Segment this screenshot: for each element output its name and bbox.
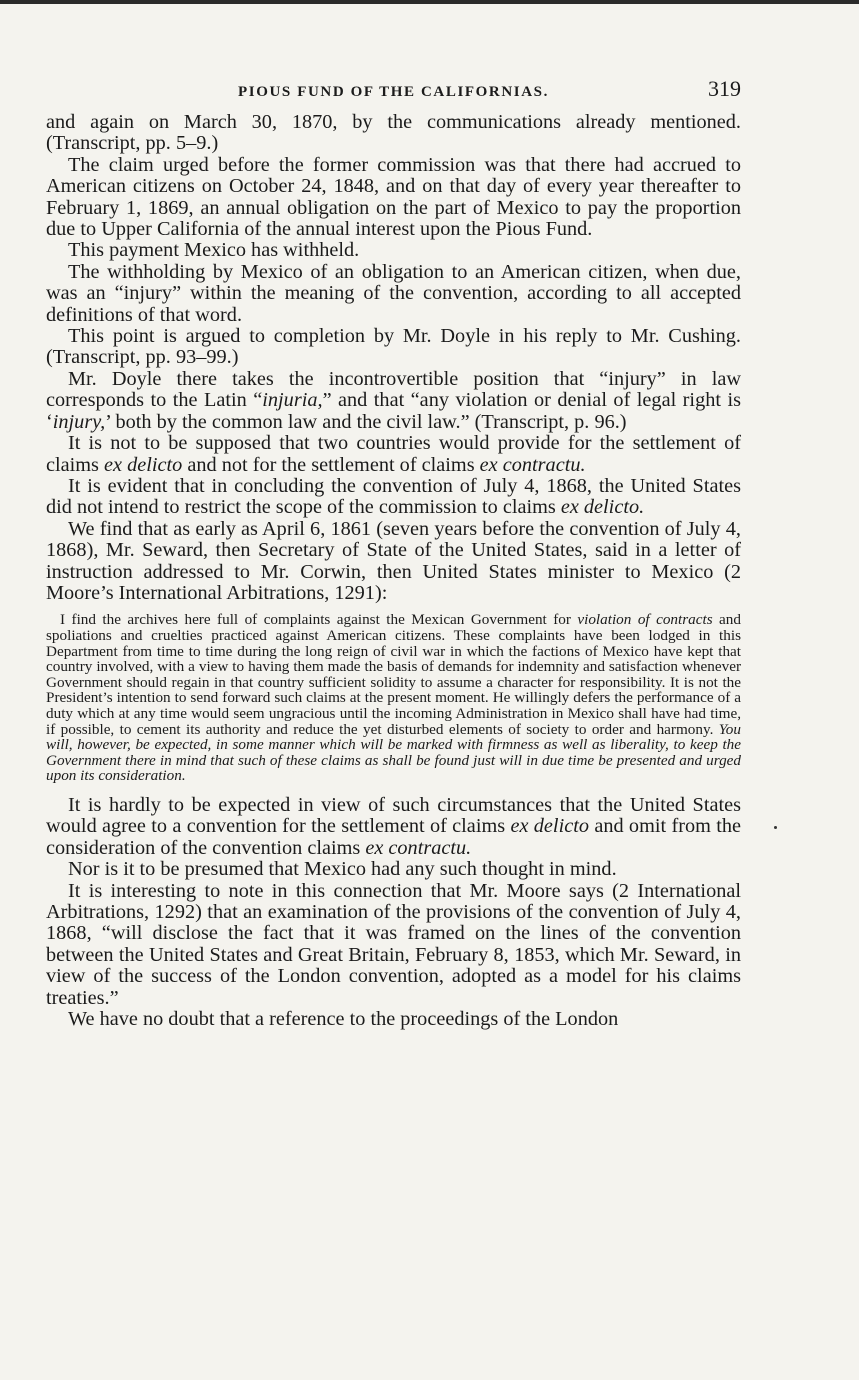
paragraph-claim-urged: The claim urged before the former commission was that there had accrued to American citizens on October 24, 1848, and on that day of every year thereafter to February 1, 1869, an annual obligation on the part of Mexico to pay the proportion due to Upper California of the annual interest upon the Pious Fund. [46, 153, 741, 241]
italic-term: ex delicto [510, 815, 589, 838]
quote-paragraph [46, 612, 741, 784]
text-run: It is not to be supposed that two countries would provide for the settlement of claims [46, 432, 741, 476]
italic-passage: You will, however, be expected, in some manner which will be marked with firmness as well as liberality, to keep the Government there in mind that such of these claims as shall be found just will in due time be presented and urged upon its consideration. [46, 720, 741, 785]
italic-term: injuria, [262, 389, 323, 412]
paragraph-injuria [46, 369, 741, 433]
italic-term: violation of contracts [577, 611, 713, 629]
text-run: I find the archives here full of complaints against the Mexican Government for [60, 611, 578, 629]
paragraph-evident [46, 476, 741, 519]
paragraph-payment-withheld: This payment Mexico has withheld. [68, 239, 360, 262]
page-number: 319 [708, 76, 741, 101]
book-page [46, 72, 741, 1030]
paragraph-withholding-injury: The withholding by Mexico of an obligation to an American citizen, when due, was an “injury” within the meaning of the convention, according to all accepted definitions of that word. [46, 260, 741, 326]
text-run: ” and that “any violation or denial of legal right is ‘ [46, 389, 741, 433]
paragraph-seward-letter: We find that as early as April 6, 1861 (seven years before the convention of July 4, 1868), Mr. Seward, then Secretary of State of the United States, said in a letter of instruction addressed to Mr. Corwin, then United States minister to Mexico (2 Moore’s International Arbitrations, 1291): [46, 517, 741, 604]
italic-term: ex contractu. [479, 453, 586, 476]
block-quote [46, 612, 741, 784]
text-run: It is hardly to be expected in view of such circumstances that the United States would agree to a convention for the settlement of claims [46, 793, 741, 838]
italic-term: ex contractu. [365, 836, 472, 859]
paragraph-moore-says: It is interesting to note in this connection that Mr. Moore says (2 International Arbitrations, 1292) that an examination of the provisions of the convention of July 4, 1868, “will disclose the fact that it was framed on the lines of the convention between the United States and Great Britain, February 8, 1853, which Mr. Seward, in view of the success of the London convention, adopted as a model for his claims treaties.” [46, 879, 741, 1009]
main-text [46, 112, 741, 604]
main-text-continued [46, 795, 741, 1030]
italic-term: injury, [52, 410, 106, 433]
print-speck [774, 826, 777, 829]
text-run: It is evident that in concluding the convention of July 4, 1868, the United States did not intend to restrict the scope of the commission to claims [46, 474, 741, 519]
paragraph-hardly-expected [46, 795, 741, 859]
paragraph-london-reference: We have no doubt that a reference to the proceedings of the London [68, 1007, 619, 1030]
text-run: Mr. Doyle there takes the incontrovertible position that “injury” in law corresponds to the Latin “ [46, 367, 741, 412]
paragraph-doyle-reply: This point is argued to completion by Mr. Doyle in his reply to Mr. Cushing. (Transcript, pp. 93–99.) [46, 325, 741, 369]
text-run: and spoliations and cruelties practiced against American citizens. These complaints have been lodged in this Department from time to time during the long reign of civil war in which the factions of Mexico have kept that country involved, with a view to having them made the basis of demands for indemnity and satisfaction whenever Government should regain in that country sufficient solidity to assume a character for responsibility. It is not the President’s intention to send forward such claims at the present moment. He willingly defers the performance of a duty which at any time would seem ungracious until the incoming Administration in Mexico shall have had time, if possible, to cement its authority and reduce the yet disturbed elements of society to order and harmony. [46, 611, 741, 738]
paragraph-nor-presumed: Nor is it to be presumed that Mexico had any such thought in mind. [68, 858, 617, 881]
italic-term: ex delicto [104, 453, 183, 476]
text-run: and not for the settlement of claims [182, 453, 480, 476]
paragraph-not-supposed [46, 433, 741, 476]
italic-term: ex delicto. [560, 496, 645, 519]
running-title: PIOUS FUND OF THE CALIFORNIAS. [238, 84, 549, 100]
text-run: ’ both by the common law and the civil law.” (Transcript, p. 96.) [105, 410, 627, 433]
paragraph-continuation: and again on March 30, 1870, by the communications already mentioned. (Transcript, pp. 5–9.) [46, 111, 741, 155]
top-border-rule [0, 0, 859, 4]
running-head [46, 72, 741, 112]
text-run: and omit from the consideration of the convention claims [46, 815, 741, 859]
